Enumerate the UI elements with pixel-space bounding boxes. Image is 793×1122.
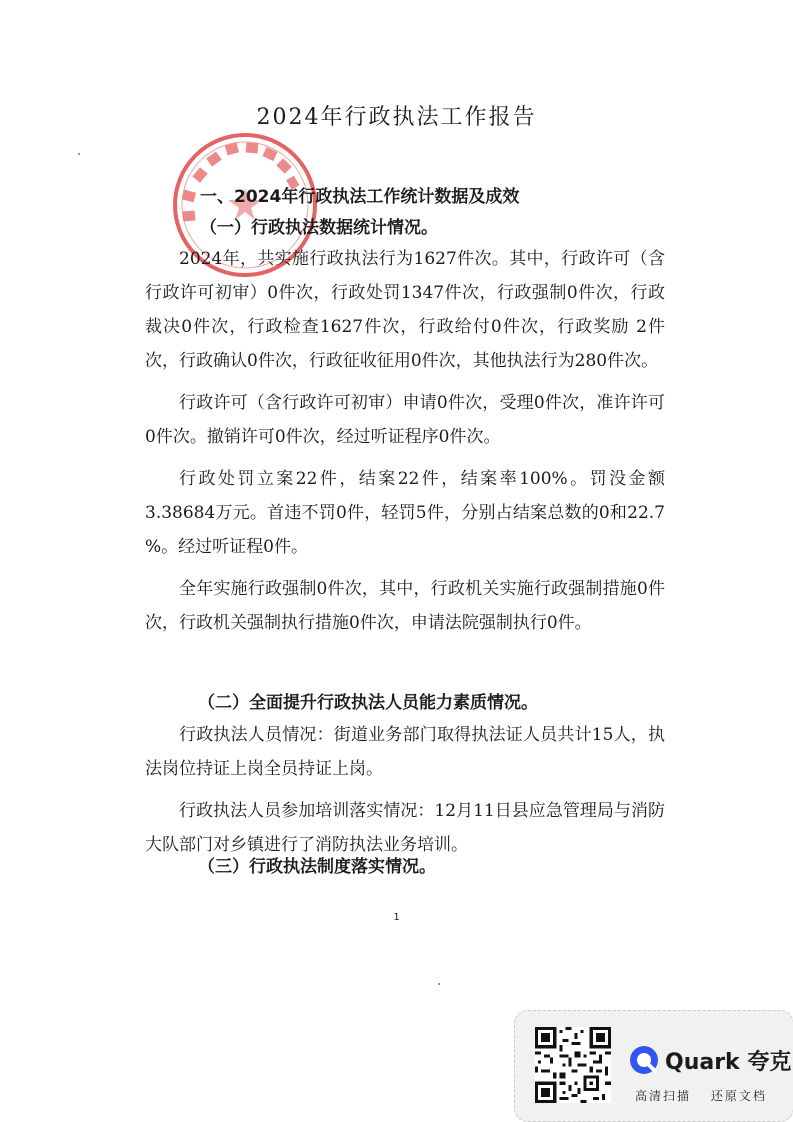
paragraph-group-1 (145, 242, 665, 640)
scan-speck (438, 983, 440, 985)
qr-code-icon (535, 1027, 611, 1103)
quark-slogan-right: 还原文档 (710, 1089, 767, 1103)
section-heading: 一、2024年行政执法工作统计数据及成效 (200, 187, 520, 207)
paragraph-personnel: 行政执法人员情况：街道业务部门取得执法证人员共计15人，执法岗位持证上岗全员持证上岗。 (145, 725, 665, 779)
paragraph-enforcement-summary: 2024年，共实施行政执法行为1627件次。其中，行政许可（含行政许可初审）0件次，行政处罚1347件次，行政强制0件次，行政裁决0件次，行政检查1627件次，行政给付0件次，行政奖励 2件次，行政确认0件次，行政征收征用0件次，其他执法行为280件次。 (145, 249, 665, 371)
paragraph-enforcement-measures: 全年实施行政强制0件次，其中，行政机关实施行政强制措施0件次，行政机关强制执行措施0件次，申请法院强制执行0件。 (145, 579, 665, 633)
page-number: 1 (393, 912, 400, 923)
paragraph-training: 行政执法人员参加培训落实情况：12月11日县应急管理局与消防大队部门对乡镇进行了消防执法业务培训。 (145, 801, 665, 855)
quark-slogan (635, 1087, 767, 1104)
document-title: 2024年行政执法工作报告 (256, 105, 537, 130)
scan-speck (78, 153, 80, 155)
quark-watermark (514, 1010, 793, 1122)
subsection-heading-2: （二）全面提升行政执法人员能力素质情况。 (198, 693, 538, 713)
subsection-heading-1: （一）行政执法数据统计情况。 (200, 218, 438, 238)
quark-slogan-left: 高清扫描 (635, 1089, 692, 1103)
quark-logo-icon (629, 1045, 659, 1075)
quark-brand: Quark 夸克 (665, 1050, 792, 1075)
paragraph-licensing: 行政许可（含行政许可初审）申请0件次，受理0件次，准许许可0件次。撤销许可0件次，经过听证程序0件次。 (145, 393, 665, 447)
subsection-heading-3: （三）行政执法制度落实情况。 (198, 857, 436, 877)
paragraph-group-2 (145, 718, 665, 862)
paragraph-penalty: 行政处罚立案22件，结案22件，结案率100%。罚没金额3.38684万元。首违不罚0件，轻罚5件，分别占结案总数的0和22.7 %。经过听证程0件。 (145, 469, 665, 557)
